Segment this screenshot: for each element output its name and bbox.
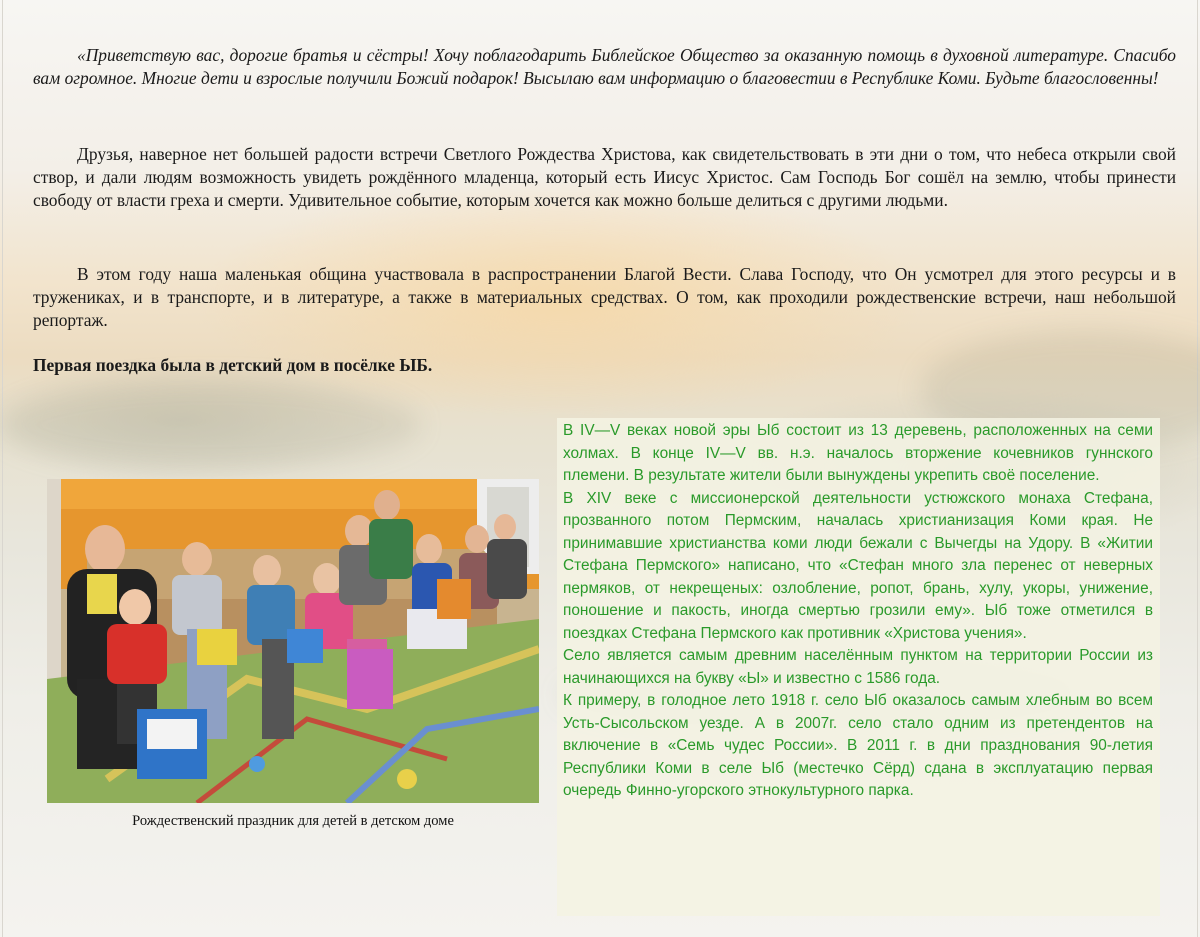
history-info-box	[557, 418, 1160, 916]
background-hill	[0, 380, 420, 470]
greeting-letter: «Приветствую вас, дорогие братья и сёстры! Хочу поблагодарить Библейское Общество за оказанную помощь в духовной литературе. Спасибо вам огромное. Многие дети и взрослые получили Божий подарок! Высылаю вам информацию о благовестии в Республике Коми. Будьте благословенны!	[33, 45, 1176, 88]
photo-caption: Рождественский праздник для детей в детском доме	[132, 813, 454, 829]
children-christmas-photo	[47, 479, 539, 803]
section-heading: Первая поездка была в детский дом в посёлке ЫБ.	[33, 355, 433, 375]
info-paragraph: К примеру, в голодное лето 1918 г. село Ыб оказалось самым хлебным во всем Усть-Сысольском уезде. А в 2007г. село стало одним из претендентов на включение в «Семь чудес России». В 2011 г. в дни празднования 90-летия Республики Коми в селе Ыб (местечко Сёрд) сдана в эксплуатацию первая очередь Финно-угорского этнокультурного парка.	[563, 692, 1153, 799]
info-paragraph: В IV—V веках новой эры Ыб состоит из 13 деревень, расположенных на семи холмах. В конце IV—V вв. н.э. началось вторжение кочевников гуннского племени. В результате жители были вынуждены укрепить своё поселение.	[563, 422, 1153, 484]
info-paragraph: В XIV веке с миссионерской деятельности устюжского монаха Стефана, прозванного потом Пермским, началась христианизация Коми края. Не принимавшие христианства коми люди бежали с Вычегды на Удору. В «Житии Стефана Пермского» написано, что «Стефан много зла перенес от неверных пермяков, от некрещеных: озлобление, ропот, брань, хулу, укоры, унижение, поношение и пакость, иногда смертью грозили ему». Ыб тоже отметился в поездках Стефана Пермского как противник «Христова учения».	[563, 489, 1153, 642]
info-paragraph: Село является самым древним населённым пунктом на территории России из начинающихся на букву «Ы» и известно с 1586 года.	[563, 647, 1153, 687]
body-paragraph: Друзья, наверное нет большей радости встречи Светлого Рождества Христова, как свидетельствовать в эти дни о том, что небеса открыли свой створ, и дали людям возможность увидеть рождённого младенца, который есть Иисус Христос. Сам Господь Бог сошёл на землю, чтобы принести свободу от власти греха и смерти. Удивительное событие, которым хочется как можно больше делиться с другими людьми.	[33, 144, 1176, 210]
body-paragraph: В этом году наша маленькая община участвовала в распространении Благой Вести. Слава Господу, что Он усмотрел для этого ресурсы и в тружениках, и в транспорте, и в литературе, а также в материальных средствах. О том, как проходили рождественские встречи, наш небольшой репортаж.	[33, 264, 1176, 330]
